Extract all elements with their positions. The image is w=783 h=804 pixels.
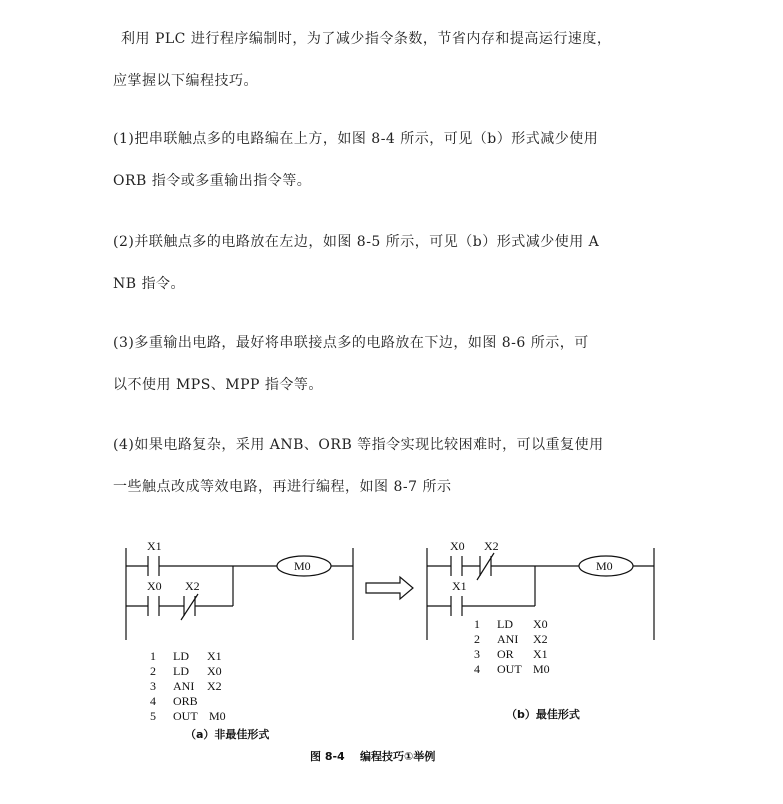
operand: X2 bbox=[207, 679, 222, 693]
label-x0: X0 bbox=[450, 539, 465, 553]
contact-no-x0 bbox=[148, 596, 159, 616]
ladder-diagram-a bbox=[126, 548, 353, 640]
figure-title: 图 8-4 编程技巧①举例 bbox=[310, 750, 436, 763]
instruction: LD bbox=[497, 617, 513, 631]
paragraph-line: ORB 指令或多重输出指令等。 bbox=[113, 173, 312, 189]
caption-a: （a）非最佳形式 bbox=[185, 728, 270, 741]
label-x2: X2 bbox=[185, 579, 200, 593]
arrow-right-icon bbox=[366, 577, 413, 599]
operand: X0 bbox=[533, 617, 548, 631]
instruction: ANI bbox=[497, 632, 519, 646]
instruction: ORB bbox=[173, 694, 198, 708]
label-x1: X1 bbox=[452, 579, 467, 593]
instruction: OUT bbox=[497, 662, 522, 676]
instruction: LD bbox=[173, 664, 189, 678]
paragraph-line: NB 指令。 bbox=[113, 276, 185, 292]
operand: M0 bbox=[533, 662, 550, 676]
operand: X2 bbox=[533, 632, 548, 646]
caption-b: （b）最佳形式 bbox=[506, 708, 580, 721]
paragraph-line: (4)如果电路复杂，采用 ANB、ORB 等指令实现比较困难时，可以重复使用 bbox=[113, 437, 604, 453]
instruction: ANI bbox=[173, 679, 195, 693]
paragraph-line: (1)把串联触点多的电路编在上方，如图 8-4 所示，可见（b）形式减少使用 bbox=[113, 131, 599, 147]
step-number: 1 bbox=[150, 649, 156, 663]
step-number: 2 bbox=[474, 632, 480, 646]
instruction: LD bbox=[173, 649, 189, 663]
contact-no-x1 bbox=[451, 596, 462, 616]
label-coil: M0 bbox=[294, 559, 311, 573]
paragraph-line: 以不使用 MPS、MPP 指令等。 bbox=[113, 377, 323, 393]
operand: X1 bbox=[533, 647, 548, 661]
step-number: 5 bbox=[150, 709, 156, 723]
contact-no-x1 bbox=[148, 556, 159, 576]
step-number: 1 bbox=[474, 617, 480, 631]
label-x2: X2 bbox=[484, 539, 499, 553]
label-coil: M0 bbox=[596, 559, 613, 573]
step-number: 2 bbox=[150, 664, 156, 678]
paragraph-line: (3)多重输出电路，最好将串联接点多的电路放在下边，如图 8-6 所示，可 bbox=[113, 335, 589, 351]
step-number: 4 bbox=[150, 694, 156, 708]
paragraph-line: 一些触点改成等效电路，再进行编程，如图 8-7 所示 bbox=[113, 479, 452, 495]
step-number: 3 bbox=[150, 679, 156, 693]
operand: X1 bbox=[207, 649, 222, 663]
label-x1: X1 bbox=[147, 539, 162, 553]
instruction: OUT bbox=[173, 709, 198, 723]
instruction: OR bbox=[497, 647, 514, 661]
step-number: 4 bbox=[474, 662, 480, 676]
contact-no-x0 bbox=[451, 556, 462, 576]
paragraph-line: 利用 PLC 进行程序编制时，为了减少指令条数，节省内存和提高运行速度， bbox=[121, 31, 612, 47]
label-x0: X0 bbox=[147, 579, 162, 593]
program-listing-b bbox=[474, 617, 550, 676]
operand: X0 bbox=[207, 664, 222, 678]
paragraph-line: 应掌握以下编程技巧。 bbox=[113, 73, 258, 89]
program-listing-a bbox=[150, 649, 226, 723]
step-number: 3 bbox=[474, 647, 480, 661]
operand: M0 bbox=[209, 709, 226, 723]
contact-nc-x2 bbox=[181, 594, 198, 620]
paragraph-line: (2)并联触点多的电路放在左边，如图 8-5 所示，可见（b）形式减少使用 A bbox=[113, 234, 600, 250]
